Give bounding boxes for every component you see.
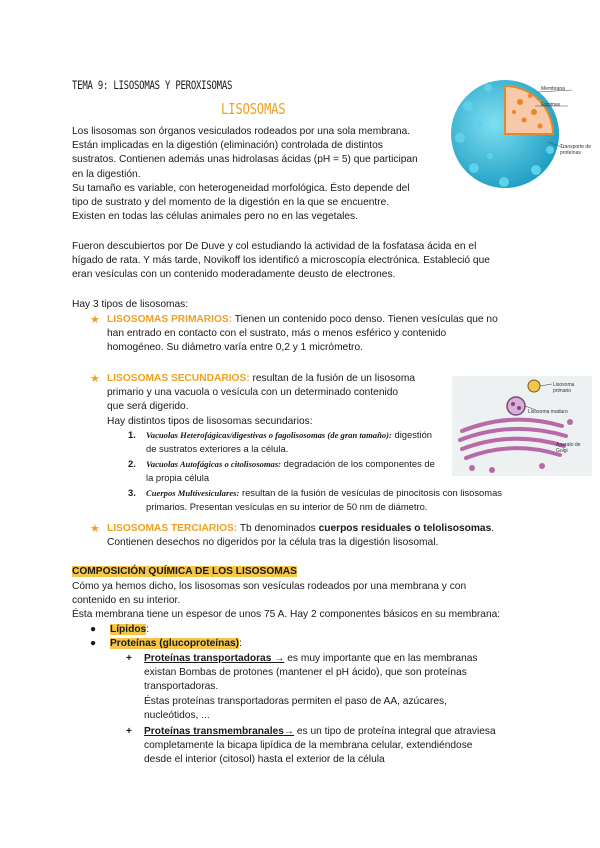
composition-line: Cómo ya hemos dicho, los lisosomas son vesículas rodeados por una membrana y con — [72, 581, 467, 592]
bullet-lipids-label: Lípidos — [110, 624, 147, 635]
primary-line: homogéneo. Su diámetro varía entre 0,2 y 1 micrómetro. — [107, 342, 363, 354]
subtype-name: Vacuolas Heterofágicas/digestivas o fagolisosomas (de gran tamaño): — [146, 430, 392, 440]
subtype-line: primarios. Presentan vesículas en su interior de 50 nm de diámetro. — [146, 501, 428, 512]
secondary-line: que será digerido. — [107, 401, 189, 413]
subtype-number: 2. — [128, 458, 136, 469]
composition-line: contenido en su interior. — [72, 595, 181, 607]
composition-heading-text: COMPOSICIÓN QUÍMICA DE LOS LISOSOMAS — [72, 566, 297, 577]
subitem-title: Proteínas transmembranales — [144, 726, 284, 738]
composition-heading — [72, 565, 297, 579]
subitem-line: nucleótidos, ... — [144, 709, 210, 721]
subtype-name: Cuerpos Multivesiculares: — [146, 488, 240, 498]
composition-line: Ésta membrana tiene un espesor de unos 75 A. Hay 2 componentes básicos en su membrana: — [72, 609, 501, 621]
secondary-line: primario y una vacuola o vesícula con un determinado contenido — [107, 387, 399, 399]
intro-line: Están implicadas en la digestión (eliminación) controlada de distintos — [72, 140, 383, 152]
star-icon: ★ — [90, 314, 100, 326]
subtype-line: de sustratos exteriores a la célula. — [146, 443, 289, 454]
composition-text — [72, 580, 592, 623]
star-icon: ★ — [90, 373, 100, 385]
tertiary-line: Contienen desechos no digeridos por la célula tras la digestión lisosomal. — [107, 537, 439, 549]
subtype-name: Vacuolas Autofágicas o citolisosomas: — [146, 459, 282, 469]
golgi-cisternae — [460, 420, 566, 458]
intro-paragraph-2 — [72, 240, 592, 283]
tertiary-label: LISOSOMAS TERCIARIOS: — [107, 523, 238, 534]
primary-label: LISOSOMAS PRIMARIOS: — [107, 314, 233, 325]
bullet-icon: ● — [90, 638, 97, 650]
topic-heading: TEMA 9: LISOSOMAS Y PEROXISOMAS — [72, 78, 233, 92]
tertiary-lysosome-item — [90, 522, 570, 549]
mature-lysosome-vesicle — [507, 397, 525, 415]
intro-paragraph-1 — [72, 125, 452, 224]
golgi-illustration — [452, 376, 592, 476]
types-intro: Hay 3 tipos de lisosomas: — [72, 299, 189, 310]
bullet-icon: ● — [90, 624, 97, 635]
primary-line: han entrado en contacto con el sustrato, más o menos esférico y contenido — [107, 328, 447, 340]
label-mature-lysosome: Lisosoma maduro — [528, 409, 568, 415]
subitem-title: Proteínas transportadoras — [144, 653, 272, 664]
subtype-line: la propia célula — [146, 472, 210, 483]
history-line: hígado de rata. Y más tarde, Novikoff los identificó a microscopía electrónica. Estableció que — [72, 255, 490, 267]
intro-line: Los lisosomas son órganos vesiculados rodeados por una sola membrana. — [72, 126, 411, 137]
subtype-text: digestión — [391, 429, 433, 440]
subitem-line: completamente la bicapa lipídica de la membrana celular, extendiéndose — [144, 740, 473, 752]
bullet-proteins-label: Proteínas (glucoproteínas) — [110, 638, 240, 650]
subitem-transport-proteins — [126, 652, 566, 723]
secondary-line: Hay distintos tipos de lisosomas secundarios: — [107, 415, 313, 427]
tertiary-bold: cuerpos residuales o telolisosomas — [318, 523, 492, 534]
subtype-item — [128, 457, 508, 484]
secondary-text: resultan de la fusión de un lisosoma — [249, 373, 416, 384]
subtype-text: degradación de los componentes de — [281, 458, 435, 469]
star-icon: ★ — [90, 523, 100, 535]
subtype-item — [128, 428, 508, 455]
secondary-subtypes — [128, 428, 508, 513]
plus-icon: + — [126, 726, 132, 738]
history-line: Fueron descubiertos por De Duve y col estudiando la actividad de la fosfatasa ácida en el — [72, 241, 477, 252]
label-membrane: Membrana — [541, 86, 565, 92]
primary-text: Tienen un contenido poco denso. Tienen vesículas que no — [232, 314, 498, 325]
bullet-item-proteins — [90, 637, 550, 651]
subitem-line: transportadoras. — [144, 681, 219, 693]
label-transport: Transporte de proteínas — [560, 144, 591, 156]
subitem-line: Éstas proteínas transportadoras permiten el paso de AA, azúcares, — [144, 695, 447, 707]
tertiary-pre: Tb denominados — [237, 523, 319, 534]
subitem-line: desde el interior (citosol) hasta el exterior de la célula — [144, 754, 385, 766]
bullet-suffix: : — [239, 638, 242, 650]
bullet-suffix: : — [146, 624, 150, 635]
subtype-number: 1. — [128, 429, 136, 440]
intro-line: tipo de sustrato y del momento de la digestión en la que se encuentre. — [72, 197, 390, 209]
bullet-item-lipids — [90, 623, 550, 637]
lysosome-svg — [440, 66, 600, 196]
subtype-item — [128, 486, 508, 513]
label-enzymes: Enzimas — [541, 102, 561, 108]
label-golgi: Aparato de Golgi — [556, 442, 581, 454]
subitem-text: es un tipo de proteína integral que atraviesa — [294, 726, 496, 738]
subtype-text: resultan de la fusión de vesículas de pinocitosis con lisosomas — [239, 487, 502, 498]
subitem-line: existan Bombas de protones (mantener el pH ácido), que son proteínas — [144, 667, 467, 679]
history-line: eran vesículas con un contenido moderadamente deusto de electrones. — [72, 269, 396, 281]
secondary-label: LISOSOMAS SECUNDARIOS: — [107, 373, 250, 384]
lysosome-illustration — [440, 66, 600, 196]
plus-icon: + — [126, 653, 132, 664]
page-title: LISOSOMAS — [221, 100, 286, 118]
intro-line: Existen en todas las células animales pero no en las vegetales. — [72, 211, 358, 223]
subitem-arrow: → — [283, 726, 295, 738]
secondary-lysosome-item — [90, 372, 430, 427]
intro-line: sustratos. Contienen además unas hidrolasas ácidas (pH = 5) que participan — [72, 154, 418, 166]
tertiary-post: . — [491, 523, 495, 534]
protein-subitems — [126, 652, 566, 768]
intro-line: en la digestión. — [72, 168, 141, 180]
primary-lysosome-vesicle — [528, 380, 540, 392]
subitem-arrow: → — [271, 653, 285, 664]
intro-line: Su tamaño es variable, con heterogeneidad morfológica. Ésto depende del — [72, 182, 410, 194]
composition-bullets — [90, 623, 550, 651]
label-primary-lysosome: Lisosoma primario — [553, 382, 575, 394]
subitem-text: es muy importante que en las membranas — [284, 653, 478, 664]
subtype-number: 3. — [128, 487, 136, 498]
primary-lysosome-item — [90, 313, 530, 354]
subitem-transmembrane-proteins — [126, 725, 566, 768]
